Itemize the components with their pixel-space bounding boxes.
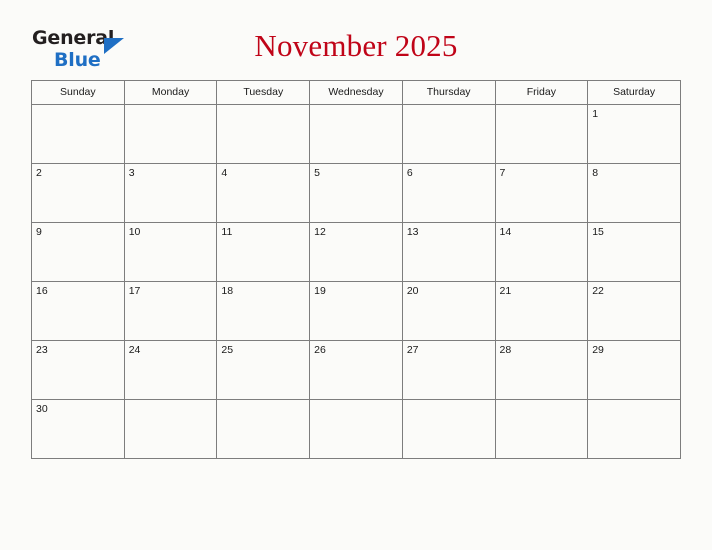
page-header bbox=[0, 0, 712, 71]
day-cell[interactable] bbox=[310, 223, 403, 282]
day-cell[interactable] bbox=[402, 341, 495, 400]
day-number: 4 bbox=[221, 167, 228, 179]
day-number: 23 bbox=[36, 344, 48, 356]
weekday-header-wednesday: Wednesday bbox=[310, 81, 403, 105]
day-cell[interactable] bbox=[32, 223, 125, 282]
day-cell[interactable] bbox=[310, 105, 403, 164]
day-cell[interactable] bbox=[124, 341, 217, 400]
logo-text-general: General bbox=[32, 27, 115, 49]
day-number: 6 bbox=[406, 167, 413, 179]
day-number: 13 bbox=[406, 226, 419, 238]
day-cell[interactable] bbox=[124, 164, 217, 223]
day-number: 12 bbox=[314, 226, 326, 238]
weekday-header-thursday: Thursday bbox=[402, 81, 495, 105]
day-cell[interactable] bbox=[32, 105, 125, 164]
day-cell[interactable] bbox=[217, 164, 310, 223]
calendar-week-row bbox=[32, 341, 681, 400]
day-number: 14 bbox=[499, 226, 512, 238]
day-number: 8 bbox=[592, 167, 599, 179]
day-number: 9 bbox=[36, 226, 42, 238]
weekday-header-tuesday: Tuesday bbox=[217, 81, 310, 105]
calendar-week-row bbox=[32, 164, 681, 223]
day-cell[interactable] bbox=[310, 341, 403, 400]
day-number: 11 bbox=[221, 226, 233, 238]
weekday-header-friday: Friday bbox=[495, 81, 588, 105]
day-number: 26 bbox=[314, 344, 326, 356]
day-cell[interactable] bbox=[217, 400, 310, 459]
day-number: 21 bbox=[499, 285, 512, 297]
day-cell[interactable] bbox=[402, 400, 495, 459]
calendar-week-row bbox=[32, 223, 681, 282]
day-number: 19 bbox=[314, 285, 326, 297]
day-number: 15 bbox=[592, 226, 604, 238]
day-cell[interactable] bbox=[588, 105, 681, 164]
day-cell[interactable] bbox=[32, 164, 125, 223]
logo-text-blue: Blue bbox=[54, 49, 101, 71]
day-cell[interactable] bbox=[217, 105, 310, 164]
day-number: 10 bbox=[128, 226, 141, 238]
day-number: 29 bbox=[592, 344, 604, 356]
day-cell[interactable] bbox=[124, 282, 217, 341]
day-number: 20 bbox=[406, 285, 419, 297]
day-cell[interactable] bbox=[495, 105, 588, 164]
day-cell[interactable] bbox=[402, 223, 495, 282]
month-calendar bbox=[31, 80, 681, 459]
day-cell[interactable] bbox=[32, 341, 125, 400]
day-number: 1 bbox=[592, 108, 599, 120]
day-cell[interactable] bbox=[495, 282, 588, 341]
day-cell[interactable] bbox=[495, 400, 588, 459]
day-number: 18 bbox=[221, 285, 234, 297]
day-number: 5 bbox=[314, 167, 320, 179]
weekday-header-sunday: Sunday bbox=[32, 81, 125, 105]
day-cell[interactable] bbox=[217, 282, 310, 341]
day-cell[interactable] bbox=[124, 400, 217, 459]
day-number: 28 bbox=[499, 344, 512, 356]
day-cell[interactable] bbox=[310, 400, 403, 459]
weekday-header-saturday: Saturday bbox=[588, 81, 681, 105]
day-cell[interactable] bbox=[217, 223, 310, 282]
day-cell[interactable] bbox=[124, 223, 217, 282]
day-cell[interactable] bbox=[402, 164, 495, 223]
day-cell[interactable] bbox=[588, 400, 681, 459]
day-number: 17 bbox=[128, 285, 141, 297]
page-title: November 2025 bbox=[254, 28, 458, 63]
day-cell[interactable] bbox=[495, 164, 588, 223]
calendar-week-row bbox=[32, 400, 681, 459]
weekday-header-row bbox=[32, 81, 681, 105]
day-number: 22 bbox=[592, 285, 604, 297]
day-number: 30 bbox=[36, 403, 48, 415]
day-cell[interactable] bbox=[124, 105, 217, 164]
day-cell[interactable] bbox=[588, 341, 681, 400]
day-number: 2 bbox=[36, 167, 42, 179]
calendar-week-row bbox=[32, 282, 681, 341]
day-cell[interactable] bbox=[495, 341, 588, 400]
day-cell[interactable] bbox=[32, 282, 125, 341]
weekday-header-monday: Monday bbox=[124, 81, 217, 105]
day-number: 27 bbox=[406, 344, 419, 356]
day-cell[interactable] bbox=[402, 105, 495, 164]
day-cell[interactable] bbox=[588, 223, 681, 282]
day-number: 24 bbox=[128, 344, 141, 356]
day-number: 25 bbox=[221, 344, 234, 356]
day-cell[interactable] bbox=[588, 164, 681, 223]
day-number: 7 bbox=[499, 167, 506, 179]
calendar-week-row bbox=[32, 105, 681, 164]
day-cell[interactable] bbox=[32, 400, 125, 459]
day-cell[interactable] bbox=[310, 282, 403, 341]
day-cell[interactable] bbox=[217, 341, 310, 400]
day-cell[interactable] bbox=[495, 223, 588, 282]
day-number: 16 bbox=[36, 285, 48, 297]
day-cell[interactable] bbox=[402, 282, 495, 341]
day-cell[interactable] bbox=[310, 164, 403, 223]
day-number: 3 bbox=[128, 167, 135, 179]
day-cell[interactable] bbox=[588, 282, 681, 341]
